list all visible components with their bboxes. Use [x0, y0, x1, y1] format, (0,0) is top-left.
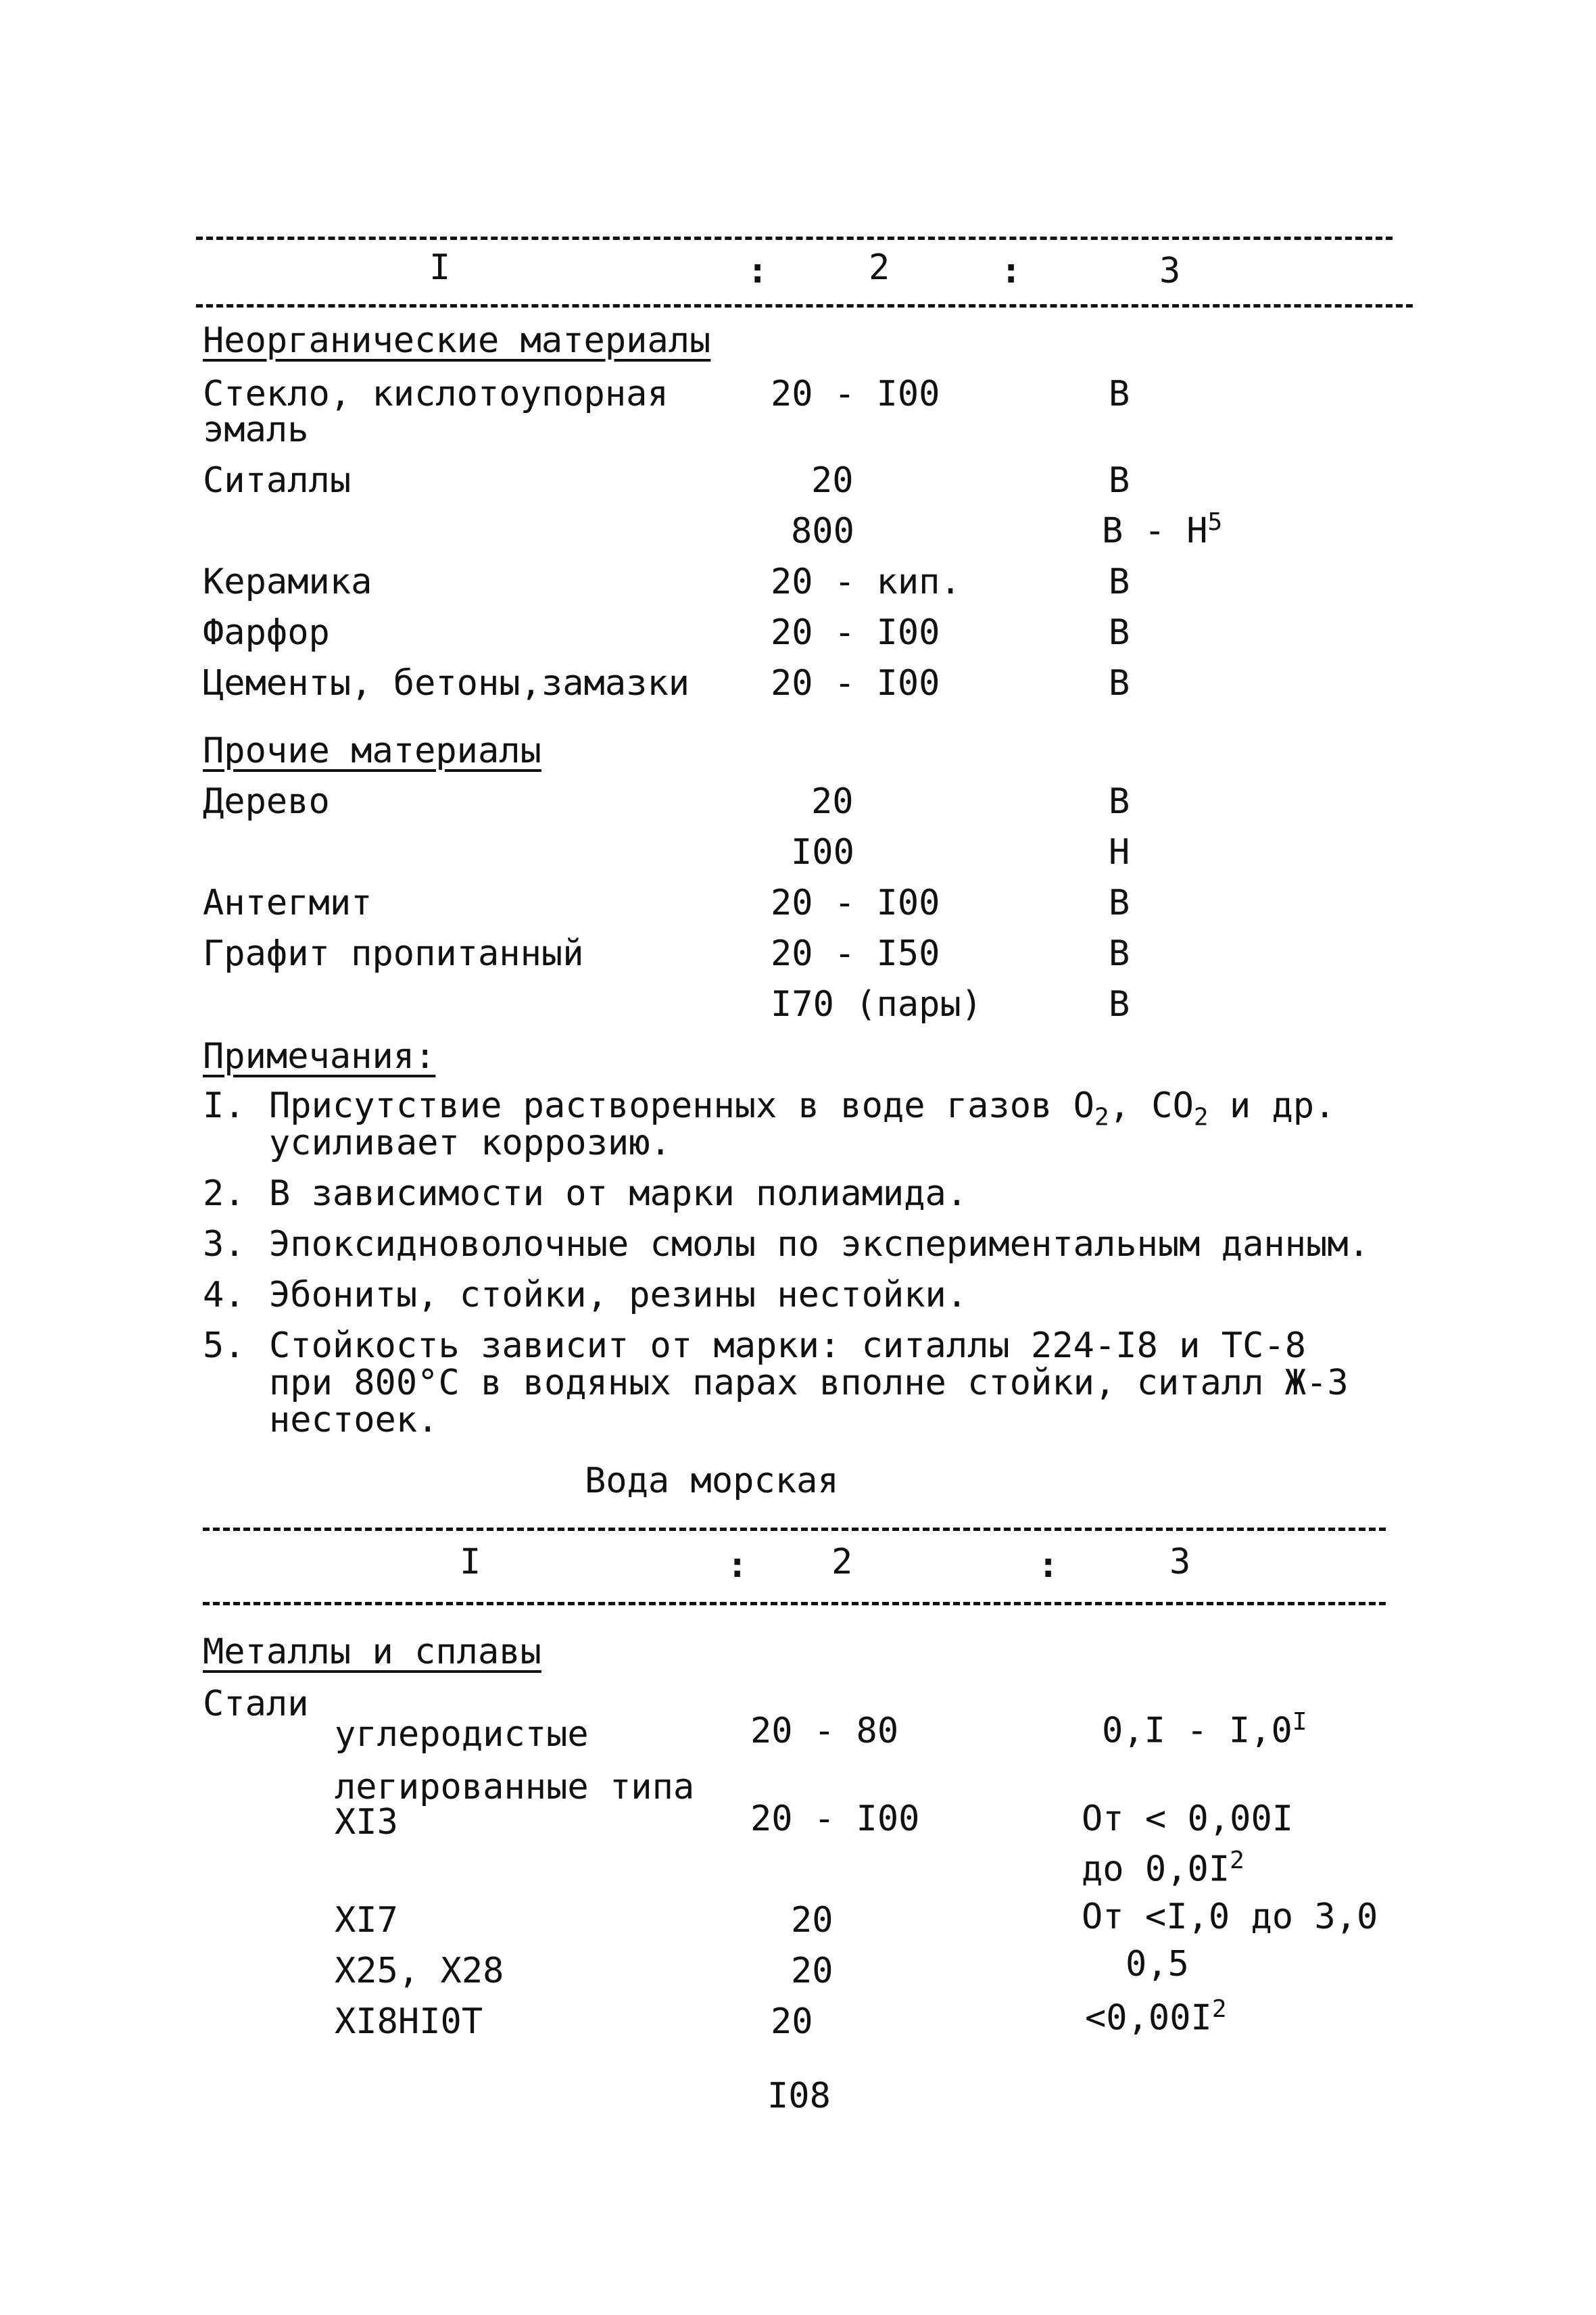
row-wood-temp: 20 [811, 781, 854, 822]
note-1-line1: Присутствие растворенных в воде газов $O_2$, $CO_2$ и др. [269, 1086, 1336, 1131]
footnote-2: 2 [1230, 1847, 1244, 1874]
row-alloy-rating: От < 0,00I [1082, 1799, 1294, 1839]
row-antegmit-rating: B [1109, 883, 1130, 923]
note-1-line2: усиливает коррозию. [269, 1123, 671, 1163]
row-graphite-temp: 20 - I50 [771, 933, 940, 974]
row-porcelain-name: Фарфор [203, 612, 330, 653]
footnote-2b: 2 [1211, 1995, 1227, 2023]
row-x25-rating: 0,5 [1126, 1944, 1189, 1984]
row-alloy-name: легированные типа [335, 1767, 695, 1807]
row-carbon-rating: $0,I - I,0^I$ [1102, 1708, 1307, 1751]
row-sitall-temp: 20 [811, 460, 854, 501]
note-5-line3: нестоек. [269, 1400, 439, 1440]
row-glass-temp: 20 - I00 [771, 374, 940, 414]
row-cement-temp: 20 - I00 [771, 663, 940, 704]
row-wood-name: Дерево [203, 781, 330, 822]
table2-top-rule [203, 1528, 1386, 1531]
table2-header-sep2: : [1038, 1545, 1059, 1586]
row-graphite-rating: B [1109, 933, 1130, 974]
row-carbon-name: углеродистые [335, 1714, 589, 1755]
row-cement-name: Цементы, бетоны,замазки [203, 663, 690, 704]
row-alloy-rating-cont: до $0,0I^2$ [1082, 1847, 1244, 1890]
row-graphite-170-rating: B [1109, 984, 1130, 1025]
note-3-number: 3. [203, 1224, 245, 1265]
row-glass-name: Стекло, кислотоупорная [203, 374, 669, 414]
note-2-number: 2. [203, 1173, 245, 1214]
section2-title: Вода морская [585, 1461, 839, 1501]
row-wood-rating: B [1109, 781, 1130, 822]
row-sitall-800-temp: 800 [791, 511, 854, 552]
row-wood-100-temp: I00 [791, 832, 854, 873]
row-x18-temp: 20 [771, 2001, 813, 2042]
section-other-title: Прочие материалы [203, 731, 541, 771]
row-graphite-name: Графит пропитанный [203, 933, 584, 974]
row-antegmit-temp: 20 - I00 [771, 883, 940, 923]
row-x25-name: X25, X28 [335, 1951, 504, 1991]
note-5-line1: Стойкость зависит от марки: ситаллы 224-I8 и TC-8 [269, 1325, 1307, 1366]
row-x17-rating: От <I,0 до 3,0 [1082, 1897, 1378, 1937]
row-x17-name: XI7 [335, 1900, 398, 1941]
row-sitall-rating: B [1109, 460, 1130, 501]
table2-header-rule [203, 1602, 1386, 1605]
row-glass-name-cont: эмаль [203, 410, 309, 450]
row-x25-temp: 20 [791, 1951, 833, 1991]
row-cement-rating: B [1109, 663, 1130, 704]
row-graphite-170-temp: I70 (пары) [771, 984, 983, 1025]
table2-header-col3: 3 [1169, 1542, 1191, 1582]
section-inorganic-title: Неорганические материалы [203, 320, 711, 361]
notes-title: Примечания: [203, 1036, 436, 1077]
row-alloy-temp: 20 - I00 [750, 1799, 920, 1839]
section-metals-title: Металлы и сплавы [203, 1632, 541, 1672]
note-2-text: В зависимости от марки полиамида. [269, 1173, 968, 1214]
note-1-number: I. [203, 1086, 245, 1126]
footnote-1: I [1292, 1708, 1307, 1736]
row-ceramic-temp: 20 - кип. [771, 562, 961, 602]
row-porcelain-rating: B [1109, 612, 1130, 653]
table1-header-sep1: : [747, 251, 769, 291]
row-sitall-name: Ситаллы [203, 460, 352, 501]
row-x18-rating: $<0,00I^2$ [1085, 1995, 1227, 2039]
table1-header-sep2: : [1000, 251, 1022, 291]
row-wood-100-rating: H [1109, 832, 1130, 873]
table1-header-col1: I [429, 247, 451, 288]
row-porcelain-temp: 20 - I00 [771, 612, 940, 653]
table1-top-rule [196, 237, 1393, 240]
group-steels-label: Стали [203, 1684, 309, 1724]
note-3-text: Эпоксидноволочные смолы по экспериментальным данным. [269, 1224, 1370, 1265]
note-4-text: Эбониты, стойки, резины нестойки. [269, 1275, 968, 1315]
row-carbon-temp: 20 - 80 [750, 1711, 899, 1751]
table2-header-sep1: : [727, 1545, 748, 1586]
row-sitall-800-rating: B - $H^5$ [1102, 508, 1223, 552]
table1-header-col3: 3 [1159, 251, 1181, 291]
page-number: I08 [767, 2076, 831, 2116]
row-glass-rating: B [1109, 374, 1130, 414]
row-ceramic-rating: B [1109, 562, 1130, 602]
row-antegmit-name: Антегмит [203, 883, 372, 923]
note-5-line2: при 800°C в водяных парах вполне стойки, ситалл Ж-3 [269, 1363, 1349, 1403]
table2-header-col1: I [460, 1542, 481, 1582]
table1-header-col2: 2 [869, 247, 890, 288]
row-x18-name: XI8HI0T [335, 2001, 483, 2042]
row-alloy-name-cont: XI3 [335, 1802, 398, 1843]
note-5-number: 5. [203, 1325, 245, 1366]
table1-header-rule [196, 304, 1413, 308]
footnote-5: 5 [1207, 508, 1223, 536]
row-x17-temp: 20 [791, 1900, 833, 1941]
note-4-number: 4. [203, 1275, 245, 1315]
row-ceramic-name: Керамика [203, 562, 372, 602]
table2-header-col2: 2 [831, 1542, 853, 1582]
